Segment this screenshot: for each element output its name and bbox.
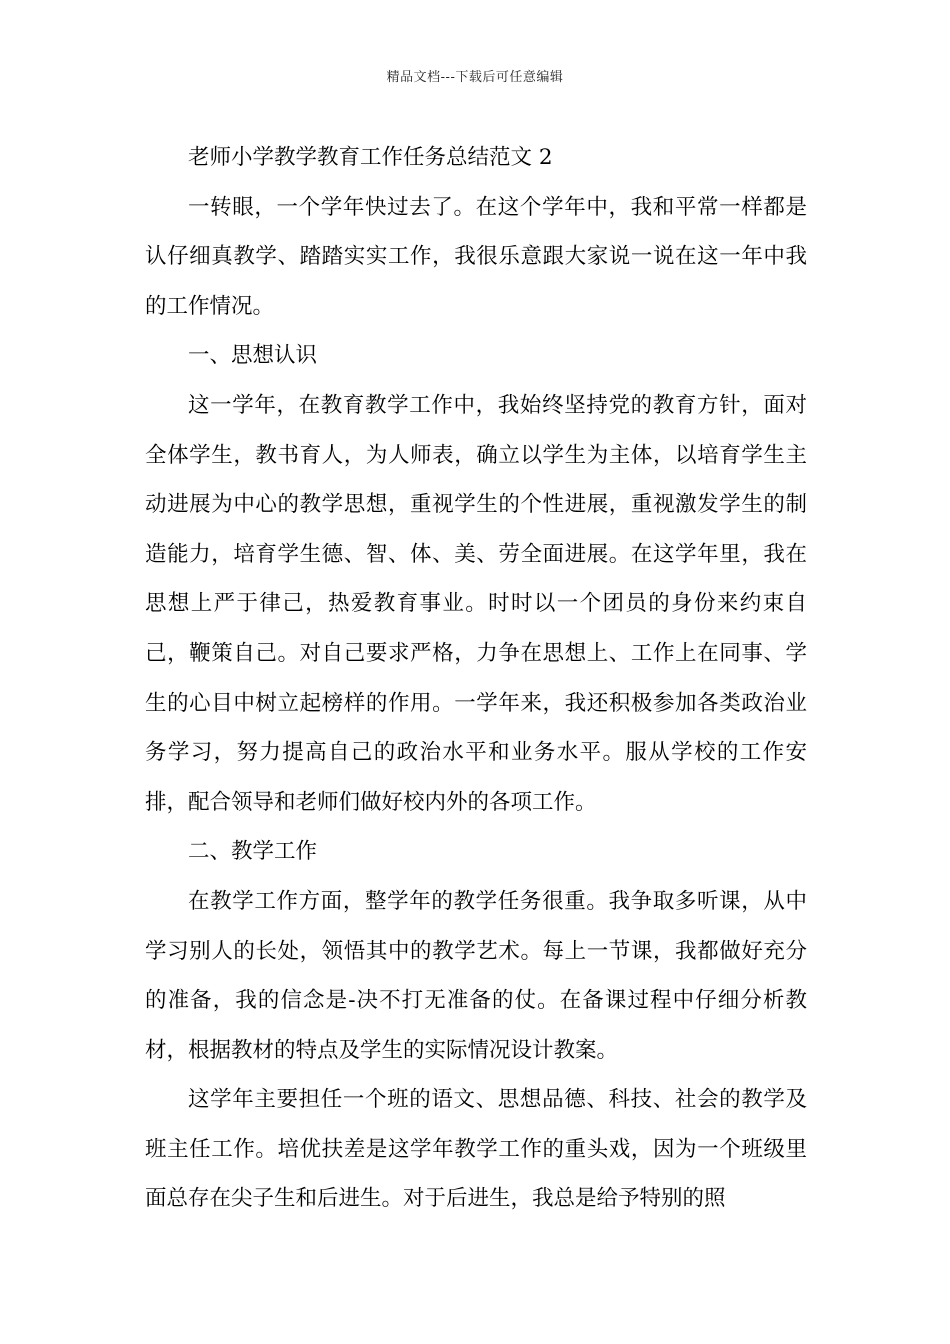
paragraph-thought: 这一学年，在教育教学工作中，我始终坚持党的教育方针，面对全体学生，教书育人，为人师表，确立以学生为主体，以培育学生主动进展为中心的教学思想，重视学生的个性进展，重视激发学生的制造能力，培育学生德、智、体、美、劳全面进展。在这学年里，我在思想上严于律己，热爱教育事业。时时以一个团员的身份来约束自己，鞭策自己。对自己要求严格，力争在思想上、工作上在同事、学生的心目中树立起榜样的作用。一学年来，我还积极参加各类政治业务学习，努力提高自己的政治水平和业务水平。服从学校的工作安排，配合领导和老师们做好校内外的各项工作。 bbox=[145, 392, 807, 815]
page-header: 精品文档---下载后可任意编辑 bbox=[386, 70, 564, 85]
document-title: 老师小学教学教育工作任务总结范文 2 bbox=[188, 145, 553, 170]
paragraph-teaching: 在教学工作方面，整学年的教学任务很重。我争取多听课，从中学习别人的长处，领悟其中的教学艺术。每上一节课，我都做好充分的准备，我的信念是-决不打无准备的仗。在备课过程中仔细分析教材，根据教材的特点及学生的实际情况设计教案。 bbox=[145, 888, 807, 1063]
section-heading-teaching: 二、教学工作 bbox=[188, 839, 318, 865]
section-heading-thought: 一、思想认识 bbox=[188, 343, 318, 369]
document-body bbox=[145, 133, 807, 1224]
paragraph-class-work: 这学年主要担任一个班的语文、思想品德、科技、社会的教学及班主任工作。培优扶差是这学年教学工作的重头戏，因为一个班级里面总存在尖子生和后进生。对于后进生，我总是给予特别的照 bbox=[145, 1087, 807, 1212]
paragraph-intro: 一转眼，一个学年快过去了。在这个学年中，我和平常一样都是认仔细真教学、踏踏实实工作，我很乐意跟大家说一说在这一年中我的工作情况。 bbox=[145, 194, 807, 319]
